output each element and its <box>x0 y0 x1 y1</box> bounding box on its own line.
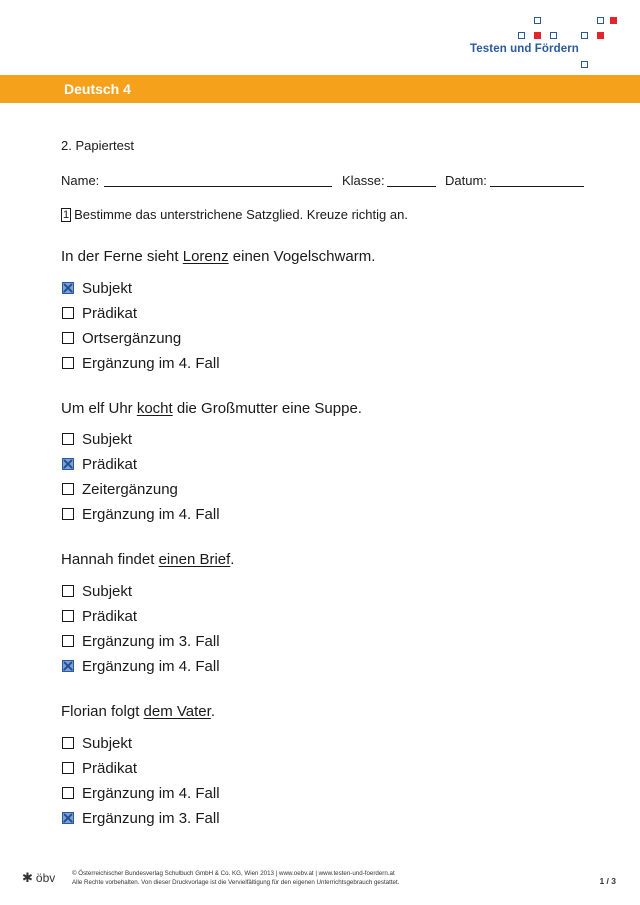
answer-option[interactable] <box>62 632 220 650</box>
sentence-text: einen Vogelschwarm. <box>228 248 376 265</box>
answer-option[interactable] <box>62 759 137 777</box>
option-label: Zeitergänzung <box>82 480 178 498</box>
subject-band <box>0 75 640 103</box>
option-label: Ergänzung im 4. Fall <box>82 354 220 372</box>
publisher-logo <box>22 870 55 886</box>
checkbox[interactable] <box>62 332 74 344</box>
answer-option[interactable] <box>62 354 220 372</box>
underlined-phrase: dem Vater <box>143 703 211 720</box>
checkbox[interactable] <box>62 660 74 672</box>
answer-option[interactable] <box>62 734 132 752</box>
copyright-line: © Österreichischer Bundesverlag Schulbuch GmbH & Co. KG, Wien 2013 | www.oebv.at | www.testen-und-foerdern.at <box>72 870 395 877</box>
page-number: 1 / 3 <box>599 876 616 886</box>
answer-option[interactable] <box>62 430 132 448</box>
checkbox[interactable] <box>62 787 74 799</box>
option-label: Subjekt <box>82 734 133 752</box>
date-label: Datum: <box>445 173 487 188</box>
logo-square <box>518 32 525 39</box>
option-label: Prädikat <box>82 304 138 322</box>
subject-title: Deutsch 4 <box>64 81 131 97</box>
checkbox[interactable] <box>62 812 74 824</box>
option-label: Subjekt <box>82 279 133 297</box>
answer-option[interactable] <box>62 455 137 473</box>
answer-option[interactable] <box>62 480 178 498</box>
option-label: Ortsergänzung <box>82 329 182 347</box>
name-field[interactable] <box>104 174 332 187</box>
option-label: Ergänzung im 3. Fall <box>82 632 220 650</box>
logo-square <box>550 32 557 39</box>
rights-line: Alle Rechte vorbehalten. Von dieser Druckvorlage ist die Vervielfältigung für den eigenen Unterrichtsgebrauch gestattet. <box>72 879 400 886</box>
logo-square <box>597 17 604 24</box>
question-sentence <box>61 703 215 720</box>
checkbox[interactable] <box>62 585 74 597</box>
option-label: Ergänzung im 3. Fall <box>82 809 220 827</box>
brand-name: Testen und Fördern <box>470 43 579 55</box>
sentence-text: . <box>230 551 235 568</box>
answer-option[interactable] <box>62 505 220 523</box>
task-instruction-line <box>61 207 408 222</box>
class-field[interactable] <box>387 174 436 187</box>
logo-square <box>581 61 588 68</box>
class-label: Klasse: <box>342 173 385 188</box>
checkbox[interactable] <box>62 762 74 774</box>
question-sentence <box>61 400 362 417</box>
logo-square <box>534 32 541 39</box>
logo-square <box>534 17 541 24</box>
checkbox[interactable] <box>62 357 74 369</box>
answer-option[interactable] <box>62 657 220 675</box>
checkbox[interactable] <box>62 307 74 319</box>
option-label: Ergänzung im 4. Fall <box>82 784 220 802</box>
sentence-text: die Großmutter eine Suppe. <box>172 400 362 417</box>
checkbox[interactable] <box>62 508 74 520</box>
underlined-phrase: Lorenz <box>182 248 229 265</box>
option-label: Ergänzung im 4. Fall <box>82 657 220 675</box>
sentence-text: . <box>210 703 215 720</box>
checkbox[interactable] <box>62 635 74 647</box>
answer-option[interactable] <box>62 329 181 347</box>
date-field[interactable] <box>490 174 584 187</box>
option-label: Prädikat <box>82 455 138 473</box>
answer-option[interactable] <box>62 304 137 322</box>
task-number: 1 <box>63 209 70 221</box>
option-label: Prädikat <box>82 607 138 625</box>
test-title: 2. Papiertest <box>61 138 134 153</box>
underlined-phrase: einen Brief <box>158 551 231 568</box>
question-sentence <box>61 551 234 568</box>
option-label: Ergänzung im 4. Fall <box>82 505 220 523</box>
sentence-text: Um elf Uhr <box>61 400 137 417</box>
checkbox[interactable] <box>62 433 74 445</box>
checkbox[interactable] <box>62 610 74 622</box>
logo-square <box>597 32 604 39</box>
question-sentence <box>61 248 375 265</box>
task-instruction: Bestimme das unterstrichene Satzglied. Kreuze richtig an. <box>74 207 408 222</box>
answer-option[interactable] <box>62 582 132 600</box>
answer-option[interactable] <box>62 809 220 827</box>
underlined-phrase: kocht <box>136 400 173 417</box>
checkbox[interactable] <box>62 458 74 470</box>
sentence-text: Hannah findet <box>61 551 159 568</box>
name-label: Name: <box>61 173 100 188</box>
checkbox[interactable] <box>62 282 74 294</box>
answer-option[interactable] <box>62 607 137 625</box>
answer-option[interactable] <box>62 784 220 802</box>
star-icon: ✱ <box>22 870 33 885</box>
checkbox[interactable] <box>62 737 74 749</box>
sentence-text: In der Ferne sieht <box>61 248 183 265</box>
sentence-text: Florian folgt <box>61 703 144 720</box>
answer-option[interactable] <box>62 279 132 297</box>
logo-square <box>581 32 588 39</box>
publisher-name: öbv <box>35 871 56 885</box>
option-label: Subjekt <box>82 430 133 448</box>
option-label: Subjekt <box>82 582 133 600</box>
checkbox[interactable] <box>62 483 74 495</box>
option-label: Prädikat <box>82 759 138 777</box>
footer-text <box>72 869 399 887</box>
logo-square <box>610 17 617 24</box>
